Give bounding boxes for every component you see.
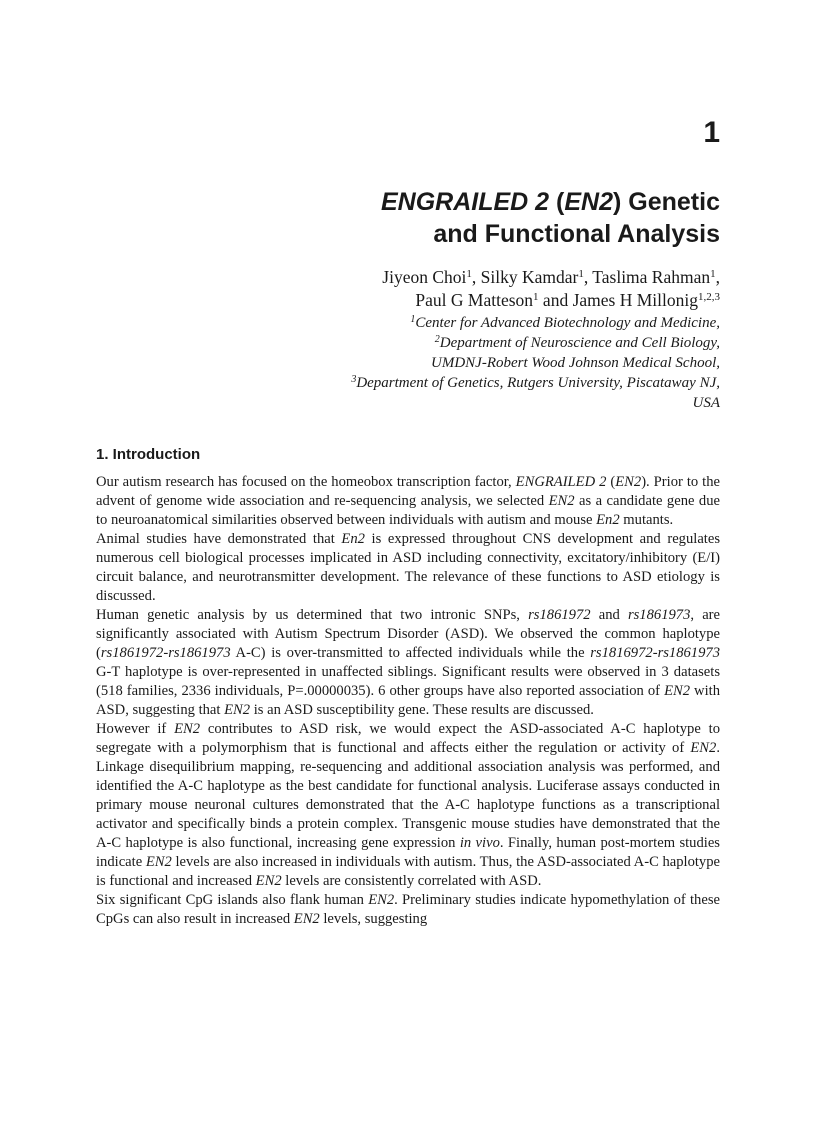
text-run: ). Prior to the advent of genome wide association and re-sequencing analysis, we selected — [96, 474, 720, 509]
chapter-title-line-1 — [200, 186, 720, 218]
affiliation-4-text: Department of Genetics, Rutgers University, Piscataway NJ, — [356, 375, 720, 391]
text-run: Six significant CpG islands also flank human — [96, 892, 369, 908]
author-name: Taslima Rahman — [592, 267, 711, 287]
text-run: is expressed throughout CNS development and regulates numerous cell biological processes implicated in ASD including connectivity, excitatory/inhibitory (E/I) circuit balance, and neurotransmitter development. The relevance of these functions to ASD etiology is discussed. — [96, 531, 721, 604]
section-heading: 1. Introduction — [96, 446, 201, 463]
italic-term: EN2 — [548, 493, 575, 509]
author-affiliation-marker: 1,2,3 — [698, 291, 720, 303]
affiliation-2-marker: 2 — [434, 334, 440, 345]
text-run: A-C) is over-transmitted to affected individuals while the — [230, 645, 591, 661]
body-paragraph — [96, 720, 720, 891]
italic-term: En2 — [596, 512, 620, 528]
affiliation-2-text: Department of Neuroscience and Cell Biology, — [439, 335, 720, 351]
affiliation-2 — [160, 333, 720, 353]
body-paragraph — [96, 891, 720, 929]
affiliation-1-text: Center for Advanced Biotechnology and Medicine, — [415, 315, 720, 331]
text-run: . Preliminary studies indicate hypomethylation of these CpGs can also result in increased — [96, 892, 720, 927]
italic-term: EN2 — [615, 474, 642, 490]
text-run: contributes to ASD risk, we would expect the ASD-associated A-C haplotype to segregate with a polymorphism that is functional and affects either the regulation or activity of — [96, 721, 721, 756]
italic-term: EN2 — [690, 740, 717, 756]
text-run: levels are also increased in individuals with autism. Thus, the ASD-associated A-C haplotype is functional and increased — [96, 854, 721, 889]
body-paragraph — [96, 530, 720, 606]
affiliations — [160, 313, 720, 413]
author-name: Jiyeon Choi — [382, 267, 467, 287]
italic-term: EN2 — [368, 892, 395, 908]
text-run: , are significantly associated with Autism Spectrum Disorder (ASD). We observed the common haplotype ( — [96, 607, 721, 661]
author-affiliation-marker: 1 — [578, 268, 584, 280]
text-run: - — [163, 645, 169, 661]
title-genetic: ) Genetic — [613, 188, 720, 216]
chapter-title-line-2: and Functional Analysis — [433, 220, 720, 248]
title-paren-open: ( — [549, 188, 565, 216]
italic-term: rs1861973 — [627, 607, 691, 623]
text-run: is an ASD susceptibility gene. These results are discussed. — [250, 702, 594, 718]
title-gene-name: ENGRAILED 2 — [381, 188, 550, 216]
author-separator: , — [471, 267, 481, 287]
text-run: and — [590, 607, 628, 623]
author-name: James H Millonig — [572, 290, 698, 310]
text-run: However if — [96, 721, 175, 737]
chapter-number: 1 — [703, 116, 720, 149]
italic-term: EN2 — [255, 873, 282, 889]
author-name: Silky Kamdar — [480, 267, 579, 287]
italic-term: EN2 — [145, 854, 172, 870]
body-text — [96, 473, 720, 929]
author-name: Paul G Matteson — [415, 290, 534, 310]
body-paragraph — [96, 473, 720, 530]
affiliation-4 — [160, 373, 720, 393]
italic-term: En2 — [341, 531, 365, 547]
author-line-1 — [160, 266, 720, 289]
italic-term: rs1861972 — [528, 607, 591, 623]
italic-term: EN2 — [174, 721, 201, 737]
author-affiliation-marker: 1 — [710, 268, 716, 280]
text-run: levels are consistently correlated with ASD. — [281, 873, 542, 889]
affiliation-3: UMDNJ-Robert Wood Johnson Medical School, — [431, 355, 720, 371]
author-separator: , — [715, 267, 720, 287]
italic-term: rs1861972 — [100, 645, 164, 661]
author-line-2 — [160, 289, 720, 312]
body-paragraph — [96, 606, 720, 720]
affiliation-5: USA — [692, 395, 720, 411]
italic-term: rs1816972 — [590, 645, 653, 661]
author-list — [160, 266, 720, 312]
text-run: ( — [606, 474, 616, 490]
text-run: - — [652, 645, 658, 661]
author-affiliation-marker: 1 — [533, 291, 539, 303]
text-run: Our autism research has focused on the homeobox transcription factor, — [96, 474, 516, 490]
italic-term: EN2 — [664, 683, 691, 699]
affiliation-1-marker: 1 — [410, 314, 416, 325]
affiliation-1 — [160, 313, 720, 333]
chapter-title — [200, 186, 720, 250]
text-run: . Finally, human post-mortem studies indicate — [96, 835, 720, 870]
italic-term: rs1861973 — [657, 645, 720, 661]
text-run: as a candidate gene due to neuroanatomical similarities observed between individuals with autism and mouse — [96, 493, 720, 528]
italic-term: EN2 — [293, 911, 320, 927]
italic-term: ENGRAILED 2 — [515, 474, 607, 490]
text-run: Human genetic analysis by us determined that two intronic SNPs, — [96, 607, 529, 623]
text-run: with ASD, suggesting that — [96, 683, 720, 718]
italic-term: in vivo — [459, 835, 500, 851]
text-run: . Linkage disequilibrium mapping, re-sequencing and additional association analysis was performed, and identified the A-C haplotype as the best candidate for functional analysis. Luciferase assays conducted in primary mouse neuronal cultures demonstrated that the A-C haplotype functions as a transcriptional activator and specifically binds a protein complex. Transgenic mouse studies have demonstrated that the A-C haplotype is also functional, increasing gene expression — [96, 740, 720, 851]
italic-term: rs1861973 — [168, 645, 231, 661]
title-gene-symbol: EN2 — [564, 188, 614, 216]
italic-term: EN2 — [224, 702, 251, 718]
author-separator: , — [583, 267, 593, 287]
author-affiliation-marker: 1 — [466, 268, 472, 280]
text-run: G-T haplotype is over-represented in unaffected siblings. Significant results were observed in 3 datasets (518 families, 2336 individuals, P=.00000035). 6 other groups have also reported association of — [96, 664, 720, 699]
text-run: mutants. — [619, 512, 674, 528]
text-run: Animal studies have demonstrated that — [96, 531, 342, 547]
affiliation-4-marker: 3 — [351, 374, 357, 385]
text-run: levels, suggesting — [319, 911, 428, 927]
author-separator: and — [538, 290, 573, 310]
